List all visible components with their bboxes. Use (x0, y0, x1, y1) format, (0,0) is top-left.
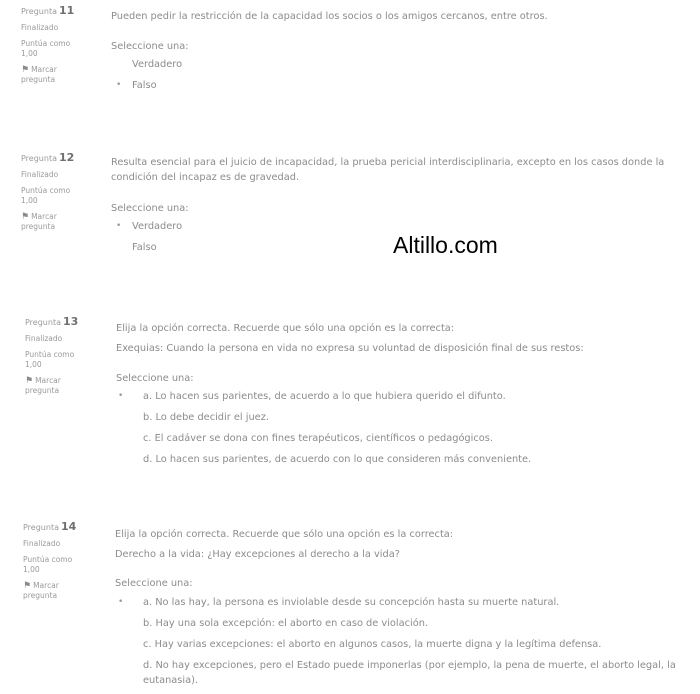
question-state: Finalizado (21, 170, 59, 179)
answer-label: d. No hay excepciones, pero el Estado puede imponerlas (por ejemplo, la pena de muerte, el aborto legal, la eutanasia). (143, 660, 676, 686)
question-text: Derecho a la vida: ¿Hay excepciones al derecho a la vida? (115, 549, 400, 560)
question-instruction: Elija la opción correcta. Recuerde que sólo una opción es la correcta: (115, 529, 454, 540)
answer-label: c. Hay varias excepciones: el aborto en algunos casos, la muerte digna y la legítima defensa. (143, 639, 602, 650)
answer-list (118, 595, 693, 694)
answer-label: c. El cadáver se dona con fines terapéuticos, científicos o pedagógicos. (143, 433, 493, 444)
question-text: Exequias: Cuando la persona en vida no expresa su voluntad de disposición final de sus restos: (116, 343, 584, 354)
answer-option[interactable] (118, 410, 688, 431)
question-number: 13 (62, 315, 79, 328)
answer-option[interactable] (116, 57, 686, 78)
question-text: Pueden pedir la restricción de la capacidad los socios o los amigos cercanos, entre otros. (111, 11, 548, 22)
question-state: Finalizado (25, 334, 63, 343)
answer-label: b. Lo debe decidir el juez. (143, 412, 269, 423)
select-prompt: Seleccione una: (111, 203, 189, 214)
answer-option[interactable] (118, 616, 693, 637)
flag-label: Marcar pregunta (21, 212, 57, 231)
answer-label: a. No las hay, la persona es inviolable desde su concepción hasta su muerte natural. (143, 597, 560, 608)
flag-icon: ⚑ (21, 65, 30, 75)
answer-option[interactable] (118, 452, 688, 473)
flag-label: Marcar pregunta (23, 581, 59, 600)
answer-option[interactable] (118, 637, 693, 658)
flag-question-link[interactable] (21, 212, 81, 232)
question-label: Pregunta (23, 523, 59, 532)
select-prompt: Seleccione una: (111, 41, 189, 52)
selected-bullet-icon: • (116, 80, 122, 90)
question-info (21, 153, 81, 232)
question-state: Finalizado (23, 539, 61, 548)
answer-option[interactable] (118, 389, 688, 410)
flag-icon: ⚑ (25, 376, 34, 386)
answer-label: Falso (132, 80, 157, 91)
watermark: Altillo.com (393, 232, 498, 258)
question-text: Resulta esencial para el juicio de incapacidad, la prueba pericial interdisciplinaria, excepto en los casos donde la condición del incapaz es de gravedad. (111, 157, 665, 183)
answer-option[interactable] (116, 78, 686, 99)
question-info (23, 522, 83, 601)
question-number: 11 (58, 4, 75, 17)
question-grade: Puntúa como 1,00 (21, 186, 71, 205)
selected-bullet-icon: • (116, 221, 122, 231)
question-grade: Puntúa como 1,00 (23, 555, 73, 574)
selected-bullet-icon: • (118, 597, 124, 607)
question-label: Pregunta (21, 154, 57, 163)
flag-question-link[interactable] (25, 376, 85, 396)
question-number: 12 (58, 151, 75, 164)
answer-option[interactable] (118, 595, 693, 616)
answer-label: a. Lo hacen sus parientes, de acuerdo a lo que hubiera querido el difunto. (143, 391, 506, 402)
answer-list (116, 57, 686, 99)
question-grade: Puntúa como 1,00 (21, 39, 71, 58)
flag-label: Marcar pregunta (21, 65, 57, 84)
question-label: Pregunta (21, 7, 57, 16)
question-info (21, 6, 81, 85)
flag-label: Marcar pregunta (25, 376, 61, 395)
answer-label: Verdadero (132, 221, 183, 232)
flag-icon: ⚑ (23, 581, 32, 591)
question-number: 14 (60, 520, 77, 533)
question-state: Finalizado (21, 23, 59, 32)
question-grade: Puntúa como 1,00 (25, 350, 75, 369)
selected-bullet-icon: • (118, 391, 124, 401)
flag-icon: ⚑ (21, 212, 30, 222)
select-prompt: Seleccione una: (116, 373, 194, 384)
answer-list (118, 389, 688, 473)
answer-label: d. Lo hacen sus parientes, de acuerdo con lo que consideren más conveniente. (143, 454, 532, 465)
flag-question-link[interactable] (23, 581, 83, 601)
answer-label: Verdadero (132, 59, 183, 70)
question-label: Pregunta (25, 318, 61, 327)
question-instruction: Elija la opción correcta. Recuerde que sólo una opción es la correcta: (116, 323, 455, 334)
answer-label: b. Hay una sola excepción: el aborto en caso de violación. (143, 618, 429, 629)
question-info (25, 317, 85, 396)
answer-option[interactable] (118, 431, 688, 452)
answer-label: Falso (132, 242, 157, 253)
answer-option[interactable] (118, 658, 693, 694)
select-prompt: Seleccione una: (115, 578, 193, 589)
flag-question-link[interactable] (21, 65, 81, 85)
